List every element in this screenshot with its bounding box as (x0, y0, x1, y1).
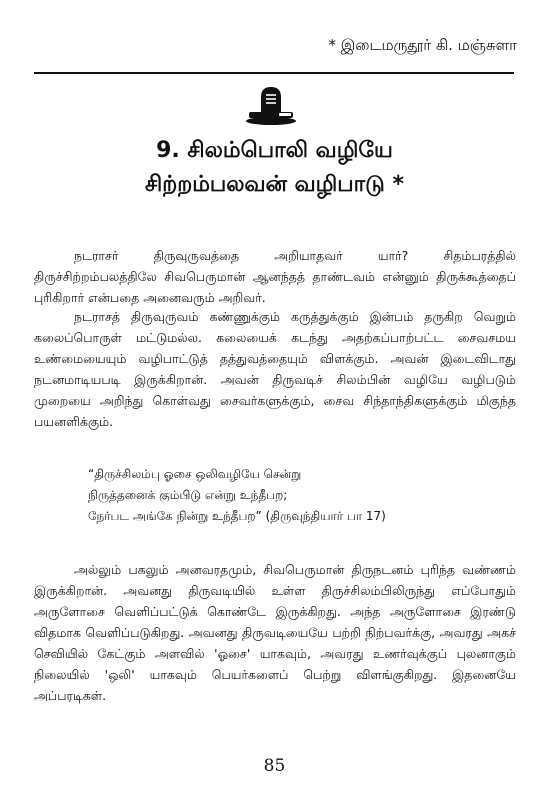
paragraph-2: நடராசத் திருவுருவம் கண்ணுக்கும் கருத்துக்கும் இன்பம் தருகிற வெறும் கலைப்பொருள் மட்டுமல்ல. கலையைக் கடந்து அதற்கப்பாற்பட்ட சைவசமய உண்மையையும் வழிபாட்டுத் தத்துவத்தையும் விளக்கும். அவன் இடைவிடாது நடனமாடியபடி இருக்கிறான். அவன் திருவடிச் சிலம்பின் வழியே வழிபடும் முறையை அறிந்து கொள்வது சைவர்களுக்கும், சைவ சிந்தாந்திகளுக்கும் மிகுந்த பயனளிக்கும். (34, 308, 516, 429)
verse-line-2: நிருத்தனைக் கும்பிடு என்று உந்தீபற; (88, 488, 288, 502)
chapter-title-line1: 9. சிலம்பொலி வழியே (156, 138, 393, 163)
lingam-ornament-icon (245, 86, 297, 126)
chapter-title-line2: சிற்றம்பலவன் வழிபாடு * (145, 172, 404, 197)
header-rule (34, 72, 514, 74)
paragraph-3: அல்லும் பகலும் அனவரதமும், சிவபெருமான் திருநடனம் புரிந்த வண்ணம் இருக்கிறான். அவனது திருவடியில் உள்ள திருச்சிலம்பிலிருந்து எப்போதும் அருளோசை வெளிப்பட்டுக் கொண்டே இருக்கிறது. அந்த அருளோசை இரண்டு விதமாக வெளிப்படுகிறது. அவனது திருவடியையே பற்றி நிற்பவர்க்கு, அவரது அகச் செவியில் கேட்கும் அளவில் 'ஓசை' யாகவும், அவரது உணர்வுக்குப் புலனாகும் நிலையில் 'ஒலி' யாகவும் பெயர்களைப் பெற்று விளங்குகிறது. இதனையே அப்பரடிகள். (34, 561, 516, 703)
running-header: * இடைமருதூர் கி. மஞ்சுளா (328, 36, 517, 54)
page-number: 85 (263, 756, 286, 776)
paragraph-1: நடராசர் திருவுருவத்தை அறியாதவர் யார்? சிதம்பரத்தில் திருச்சிற்றம்பலத்திலே சிவபெருமான் ஆனந்தத் தாண்டவம் என்னும் திருக்கூத்தைப் புரிகிறார் என்பதை அனைவரும் அறிவர். (34, 247, 516, 305)
verse-line-3: நேர்பட அங்கே நின்று உந்தீபற” (திருவுந்தியார் பா 17) (88, 509, 386, 523)
verse-quote (88, 464, 488, 527)
verse-line-1: “திருச்சிலம்பு ஓசை ஒலிவழியே சென்று (88, 467, 302, 481)
